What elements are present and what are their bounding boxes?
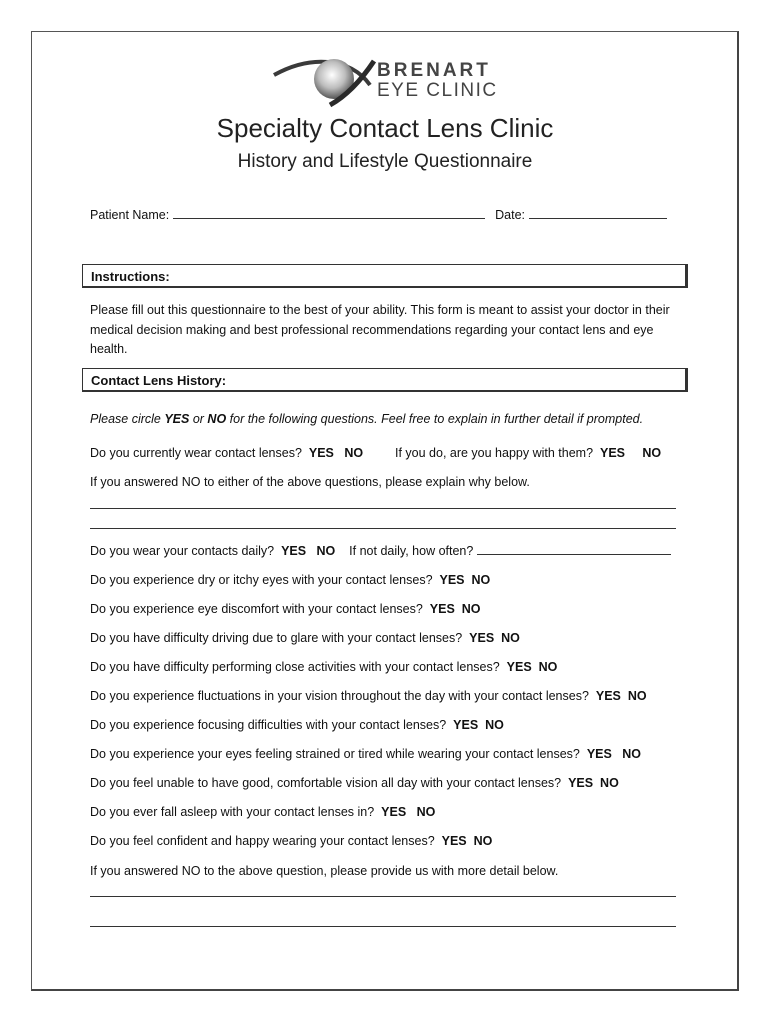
logo-text-eye-clinic: EYE CLINIC xyxy=(377,80,498,101)
yes-option[interactable]: YES xyxy=(506,660,532,674)
intro-or: or xyxy=(189,412,208,426)
question-confident: Do you feel confident and happy wearing your contact lenses? xyxy=(90,834,435,848)
question-row xyxy=(90,658,557,677)
explain-prompt-2: If you answered NO to the above question, please provide us with more detail below. xyxy=(90,864,559,878)
question-wear-contacts: Do you currently wear contact lenses? xyxy=(90,446,302,460)
yes-option[interactable]: YES xyxy=(441,834,467,848)
question-glare: Do you have difficulty driving due to glare with your contact lenses? xyxy=(90,631,463,645)
page-subtitle: History and Lifestyle Questionnaire xyxy=(237,151,533,172)
question-row-1b xyxy=(395,444,661,463)
question-row xyxy=(90,745,641,764)
instructions-text: Please fill out this questionnaire to the best of your ability. This form is meant to assist your doctor in their medical decision making and best professional recommendations regarding your contact lens and eye health. xyxy=(90,303,670,356)
question-fluctuations: Do you experience fluctuations in your vision throughout the day with your contact lenses? xyxy=(90,689,589,703)
question-row xyxy=(90,571,490,590)
question-row xyxy=(90,774,619,793)
date-label: Date: xyxy=(495,208,526,222)
yes-option[interactable]: YES xyxy=(586,747,612,761)
question-dry-itchy: Do you experience dry or itchy eyes with your contact lenses? xyxy=(90,573,433,587)
question-row xyxy=(90,687,647,706)
question-row xyxy=(90,600,480,619)
explain-prompt-1: If you answered NO to either of the above questions, please explain why below. xyxy=(90,475,530,489)
answer-line[interactable] xyxy=(90,896,676,897)
question-strained: Do you experience your eyes feeling strained or tired while wearing your contact lenses? xyxy=(90,747,580,761)
yes-option[interactable]: YES xyxy=(281,544,307,558)
answer-line[interactable] xyxy=(90,508,676,509)
logo-text-brenart: BRENART xyxy=(377,60,491,81)
question-close-activities: Do you have difficulty performing close activities with your contact lenses? xyxy=(90,660,500,674)
patient-name-label: Patient Name: xyxy=(90,208,170,222)
question-comfortable-vision: Do you feel unable to have good, comfortable vision all day with your contact lenses? xyxy=(90,776,562,790)
yes-option[interactable]: YES xyxy=(381,805,407,819)
no-option[interactable]: NO xyxy=(538,660,558,674)
yes-option[interactable]: YES xyxy=(469,631,495,645)
question-row xyxy=(90,716,504,735)
no-option[interactable]: NO xyxy=(461,602,481,616)
question-daily: Do you wear your contacts daily? xyxy=(90,544,275,558)
patient-name-row xyxy=(90,206,667,225)
no-option[interactable]: NO xyxy=(501,631,520,645)
history-intro xyxy=(90,410,643,429)
no-option[interactable]: NO xyxy=(642,446,662,460)
question-row xyxy=(90,803,435,822)
instructions-heading: Instructions: xyxy=(82,264,688,288)
yes-option[interactable]: YES xyxy=(439,573,465,587)
yes-option[interactable]: YES xyxy=(595,689,621,703)
history-heading: Contact Lens History: xyxy=(82,368,688,392)
answer-line[interactable] xyxy=(90,926,676,927)
question-row xyxy=(90,832,492,851)
date-field[interactable] xyxy=(529,206,667,219)
question-discomfort: Do you experience eye discomfort with your contact lenses? xyxy=(90,602,423,616)
no-option[interactable]: NO xyxy=(485,718,504,732)
yes-option[interactable]: YES xyxy=(568,776,594,790)
question-row-2 xyxy=(90,542,671,561)
no-option[interactable]: NO xyxy=(473,834,493,848)
intro-no: NO xyxy=(207,412,227,426)
no-option[interactable]: NO xyxy=(627,689,647,703)
no-option[interactable]: NO xyxy=(316,544,336,558)
question-row-1 xyxy=(90,444,363,463)
yes-option[interactable]: YES xyxy=(453,718,479,732)
yes-option[interactable]: YES xyxy=(429,602,455,616)
intro-yes: YES xyxy=(164,412,190,426)
question-fall-asleep: Do you ever fall asleep with your contact lenses in? xyxy=(90,805,375,819)
how-often-field[interactable] xyxy=(477,542,671,555)
question-focusing: Do you experience focusing difficulties with your contact lenses? xyxy=(90,718,447,732)
no-option[interactable]: NO xyxy=(600,776,619,790)
intro-text-a: Please circle xyxy=(90,412,165,426)
intro-text-b: for the following questions. Feel free to explain in further detail if prompted. xyxy=(226,412,644,426)
patient-name-field[interactable] xyxy=(173,206,485,219)
question-row xyxy=(90,629,520,648)
yes-option[interactable]: YES xyxy=(600,446,626,460)
no-option[interactable]: NO xyxy=(416,805,436,819)
no-option[interactable]: NO xyxy=(622,747,641,761)
yes-option[interactable]: YES xyxy=(308,446,334,460)
no-option[interactable]: NO xyxy=(471,573,491,587)
question-how-often: If not daily, how often? xyxy=(349,544,474,558)
question-happy-with-them: If you do, are you happy with them? xyxy=(395,446,594,460)
answer-line[interactable] xyxy=(90,528,676,529)
page-title: Specialty Contact Lens Clinic xyxy=(216,113,554,143)
no-option[interactable]: NO xyxy=(344,446,364,460)
